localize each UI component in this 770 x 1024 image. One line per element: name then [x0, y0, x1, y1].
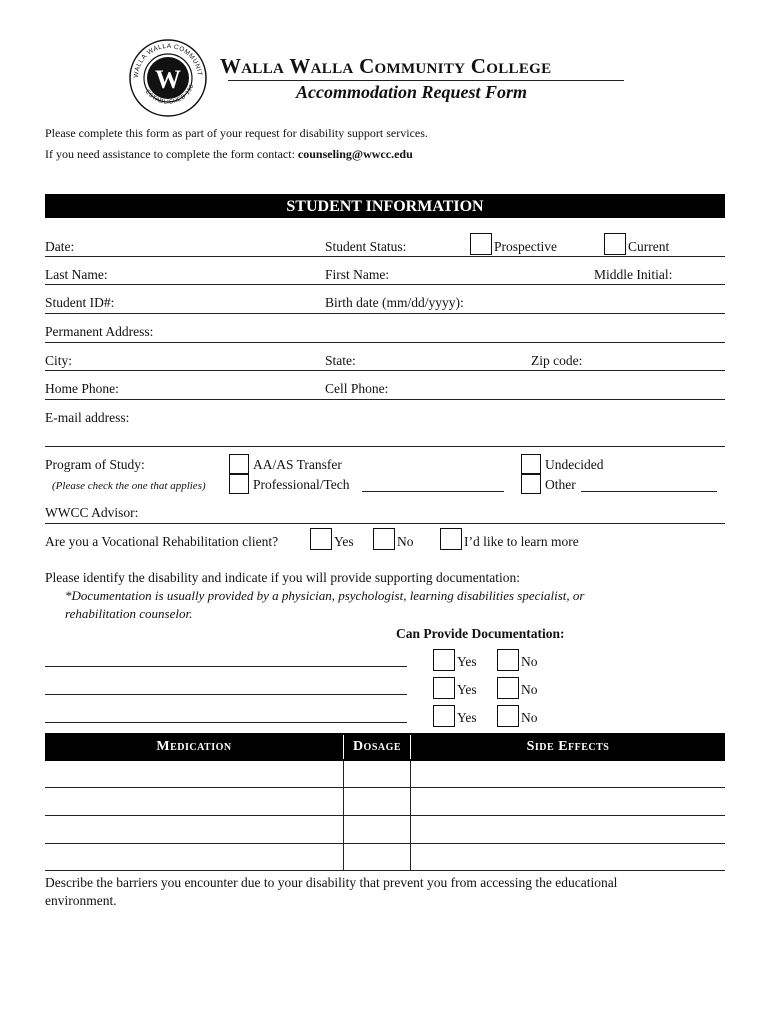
voc-learn-more-label: I’d like to learn more	[464, 534, 579, 549]
voc-yes-checkbox[interactable]	[310, 528, 332, 550]
student-info-title: STUDENT INFORMATION	[286, 198, 484, 215]
college-seal	[128, 38, 208, 118]
home-phone-label: Home Phone:	[45, 381, 119, 396]
id-row-line[interactable]	[45, 313, 725, 314]
date-row-line	[45, 256, 725, 257]
table-row[interactable]	[45, 761, 725, 788]
voc-learn-more-checkbox[interactable]	[440, 528, 462, 550]
current-checkbox[interactable]	[604, 233, 626, 255]
prospective-checkbox[interactable]	[470, 233, 492, 255]
side-effects-header: Side Effects	[526, 739, 610, 754]
doc-yes-label-2: Yes	[457, 682, 477, 697]
barriers-prompt-1: Describe the barriers you encounter due to your disability that prevent you from accessing the educational	[45, 875, 618, 890]
voc-yes-label: Yes	[334, 534, 354, 549]
undecided-label: Undecided	[545, 457, 604, 472]
doc-yes-label-3: Yes	[457, 710, 477, 725]
intro-line-2-prefix: If you need assistance to complete the form contact:	[45, 147, 298, 161]
doc-no-label-1: No	[521, 654, 538, 669]
barriers-prompt-2: environment.	[45, 893, 117, 908]
svg-text:W: W	[155, 65, 181, 94]
doc-no-label-3: No	[521, 710, 538, 725]
college-name: Walla Walla Community College	[220, 54, 552, 78]
student-id-label: Student ID#:	[45, 295, 115, 310]
svg-text:ESTABLISHED 1967: ESTABLISHED 196	[143, 83, 196, 106]
state-label: State:	[325, 353, 356, 368]
documentation-note-2: rehabilitation counselor.	[65, 606, 193, 621]
doc-yes-checkbox-2[interactable]	[433, 677, 455, 699]
header-divider-2	[410, 735, 411, 759]
prospective-label: Prospective	[494, 239, 557, 254]
advisor-label: WWCC Advisor:	[45, 505, 139, 520]
email-row-line[interactable]	[45, 446, 725, 447]
table-row[interactable]	[45, 844, 725, 871]
form-title: Accommodation Request Form	[296, 82, 528, 102]
advisor-row-line[interactable]	[45, 523, 725, 524]
city-label: City:	[45, 353, 73, 368]
header-rule	[228, 80, 624, 81]
medication-table	[45, 733, 725, 871]
phone-row-line[interactable]	[45, 399, 725, 400]
barriers-text-area[interactable]	[45, 912, 725, 1012]
program-hint: (Please check the one that applies)	[52, 480, 206, 492]
can-provide-label: Can Provide Documentation:	[396, 626, 565, 641]
address-row-line[interactable]	[45, 342, 725, 343]
middle-initial-label: Middle Initial:	[594, 267, 673, 282]
disability-prompt: Please identify the disability and indicate if you will provide supporting documentation:	[45, 570, 521, 585]
medication-table-header	[45, 733, 725, 761]
prof-tech-checkbox[interactable]	[229, 474, 249, 494]
program-label: Program of Study:	[45, 457, 145, 472]
other-checkbox[interactable]	[521, 474, 541, 494]
table-row[interactable]	[45, 788, 725, 816]
dosage-header: Dosage	[352, 739, 402, 754]
doc-no-checkbox-3[interactable]	[497, 705, 519, 727]
other-field[interactable]	[581, 491, 717, 492]
name-row-line[interactable]	[45, 284, 725, 285]
aa-transfer-label: AA/AS Transfer	[253, 457, 342, 472]
zip-label: Zip code:	[531, 353, 583, 368]
documentation-note-1: *Documentation is usually provided by a physician, psychologist, learning disabilities specialist, or	[65, 588, 585, 603]
undecided-checkbox[interactable]	[521, 454, 541, 474]
prof-tech-label: Professional/Tech	[253, 477, 350, 492]
doc-no-label-2: No	[521, 682, 538, 697]
voc-rehab-label: Are you a Vocational Rehabilitation client?	[45, 534, 279, 549]
svg-text:WALLA WALLA COMMUNITY COLLEGE: WALLA WALLA COMMUNIT	[132, 42, 203, 79]
voc-no-label: No	[397, 534, 414, 549]
doc-yes-checkbox-3[interactable]	[433, 705, 455, 727]
last-name-label: Last Name:	[45, 267, 108, 282]
birth-date-label: Birth date (mm/dd/yyyy):	[325, 295, 464, 310]
first-name-label: First Name:	[325, 267, 390, 282]
disability-field-1[interactable]	[45, 666, 407, 667]
doc-no-checkbox-1[interactable]	[497, 649, 519, 671]
date-label: Date:	[45, 239, 75, 254]
header-divider-1	[343, 735, 344, 759]
intro-line-1: Please complete this form as part of your request for disability support services.	[45, 126, 428, 140]
current-label: Current	[628, 239, 670, 254]
doc-yes-label-1: Yes	[457, 654, 477, 669]
email-label: E-mail address:	[45, 410, 130, 425]
intro-line-2	[45, 146, 413, 162]
table-row[interactable]	[45, 816, 725, 844]
contact-email[interactable]: counseling@wwcc.edu	[297, 147, 413, 161]
aa-transfer-checkbox[interactable]	[229, 454, 249, 474]
doc-yes-checkbox-1[interactable]	[433, 649, 455, 671]
disability-field-3[interactable]	[45, 722, 407, 723]
medication-header: Medication	[156, 739, 232, 754]
city-row-line[interactable]	[45, 370, 725, 371]
address-label: Permanent Address:	[45, 324, 154, 339]
other-label: Other	[545, 477, 576, 492]
prof-tech-field[interactable]	[362, 491, 504, 492]
status-label: Student Status:	[325, 239, 407, 254]
voc-no-checkbox[interactable]	[373, 528, 395, 550]
doc-no-checkbox-2[interactable]	[497, 677, 519, 699]
disability-field-2[interactable]	[45, 694, 407, 695]
cell-phone-label: Cell Phone:	[325, 381, 389, 396]
student-info-header	[45, 194, 725, 218]
